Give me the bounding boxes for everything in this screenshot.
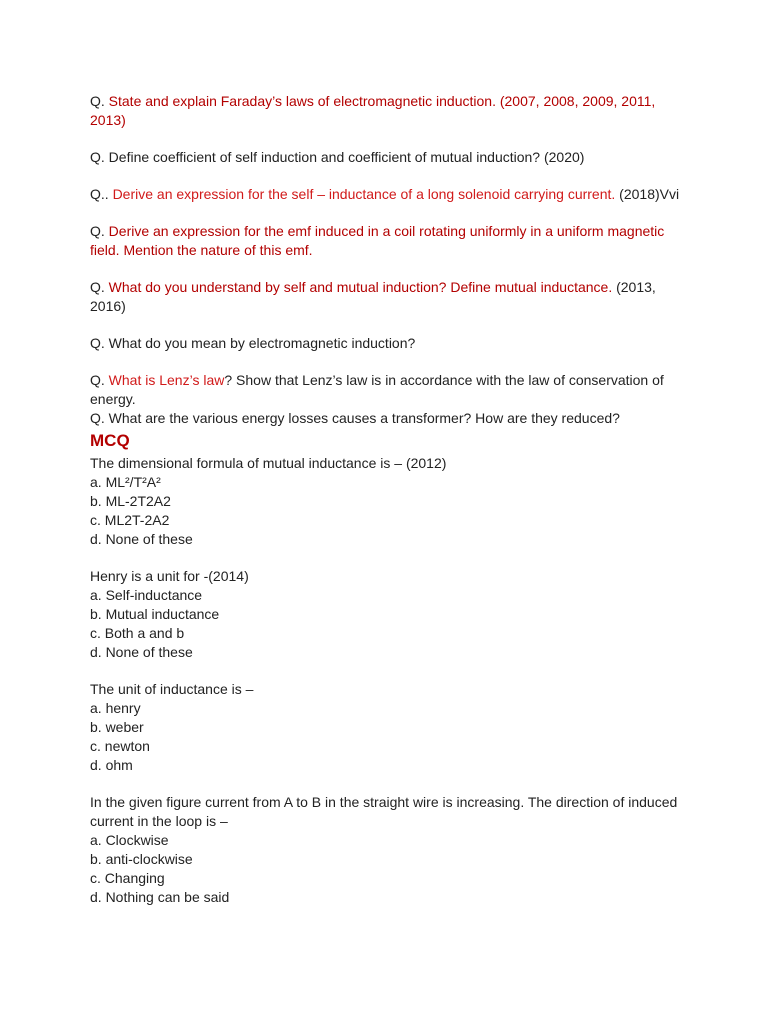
mcq-stem: Henry is a unit for -(2014) xyxy=(90,568,249,584)
mcq-option: a. ML²/T²A² xyxy=(90,474,161,490)
mcq-option: a. Clockwise xyxy=(90,832,169,848)
question-rotating-coil-emf xyxy=(90,222,680,260)
question-text-highlighted: Derive an expression for the self – inductance of a long solenoid carrying current. xyxy=(112,186,616,202)
question-text: (2013, 2016) xyxy=(90,279,656,314)
question-transformer-losses xyxy=(90,409,680,428)
question-text: What do you mean by electromagnetic induction? xyxy=(108,335,416,351)
mcq-option: d. None of these xyxy=(90,531,193,547)
mcq-heading: MCQ xyxy=(90,431,130,450)
question-coefficient-induction xyxy=(90,148,680,167)
mcq-option: a. Self-inductance xyxy=(90,587,203,603)
mcq-option: b. anti-clockwise xyxy=(90,851,193,867)
question-text-highlighted: Derive an expression for the emf induced in a coil rotating uniformly in a uniform magnetic field. Mention the nature of this emf. xyxy=(90,223,665,258)
mcq-stem: In the given figure current from A to B in the straight wire is increasing. The direction of induced current in the loop is – xyxy=(90,794,678,829)
question-prefix: Q. xyxy=(90,149,109,165)
mcq-stem: The unit of inductance is – xyxy=(90,681,254,697)
question-text: (2018)Vvi xyxy=(615,186,680,202)
question-faraday-laws xyxy=(90,92,680,130)
question-prefix: Q. xyxy=(90,410,109,426)
question-prefix: Q. xyxy=(90,279,109,295)
question-text-highlighted: What is Lenz’s law xyxy=(108,372,225,388)
mcq-option: d. None of these xyxy=(90,644,193,660)
question-text-highlighted: What do you understand by self and mutual induction? Define mutual inductance. xyxy=(108,279,613,295)
question-text: Define coefficient of self induction and coefficient of mutual induction? (2020) xyxy=(108,149,585,165)
mcq-item xyxy=(90,793,680,907)
question-text: What are the various energy losses causes a transformer? How are they reduced? xyxy=(108,410,620,426)
mcq-option: c. ML2T-2A2 xyxy=(90,512,170,528)
mcq-option: c. Changing xyxy=(90,870,165,886)
mcq-item xyxy=(90,454,680,549)
question-self-mutual-induction xyxy=(90,278,680,316)
mcq-option: a. henry xyxy=(90,700,141,716)
question-electromagnetic-induction xyxy=(90,334,680,353)
question-prefix: Q. xyxy=(90,335,109,351)
mcq-option: b. ML-2T2A2 xyxy=(90,493,171,509)
question-text: ? Show that Lenz’s law is in accordance with the law of conservation of energy. xyxy=(90,372,664,407)
mcq-option: c. Both a and b xyxy=(90,625,185,641)
mcq-item xyxy=(90,567,680,662)
mcq-option: c. newton xyxy=(90,738,150,754)
question-prefix: Q. xyxy=(90,93,109,109)
question-prefix: Q. xyxy=(90,372,109,388)
question-solenoid-inductance xyxy=(90,185,680,204)
question-lenz-law xyxy=(90,371,680,409)
document-page xyxy=(90,92,680,925)
question-prefix: Q.. xyxy=(90,186,113,202)
mcq-item xyxy=(90,680,680,775)
mcq-option: b. weber xyxy=(90,719,144,735)
mcq-stem: The dimensional formula of mutual inductance is – (2012) xyxy=(90,455,447,471)
question-text-highlighted: State and explain Faraday’s laws of electromagnetic induction. (2007, 2008, 2009, 2011, 2013) xyxy=(90,93,656,128)
mcq-option: d. Nothing can be said xyxy=(90,889,230,905)
question-prefix: Q. xyxy=(90,223,109,239)
mcq-option: b. Mutual inductance xyxy=(90,606,220,622)
mcq-option: d. ohm xyxy=(90,757,133,773)
